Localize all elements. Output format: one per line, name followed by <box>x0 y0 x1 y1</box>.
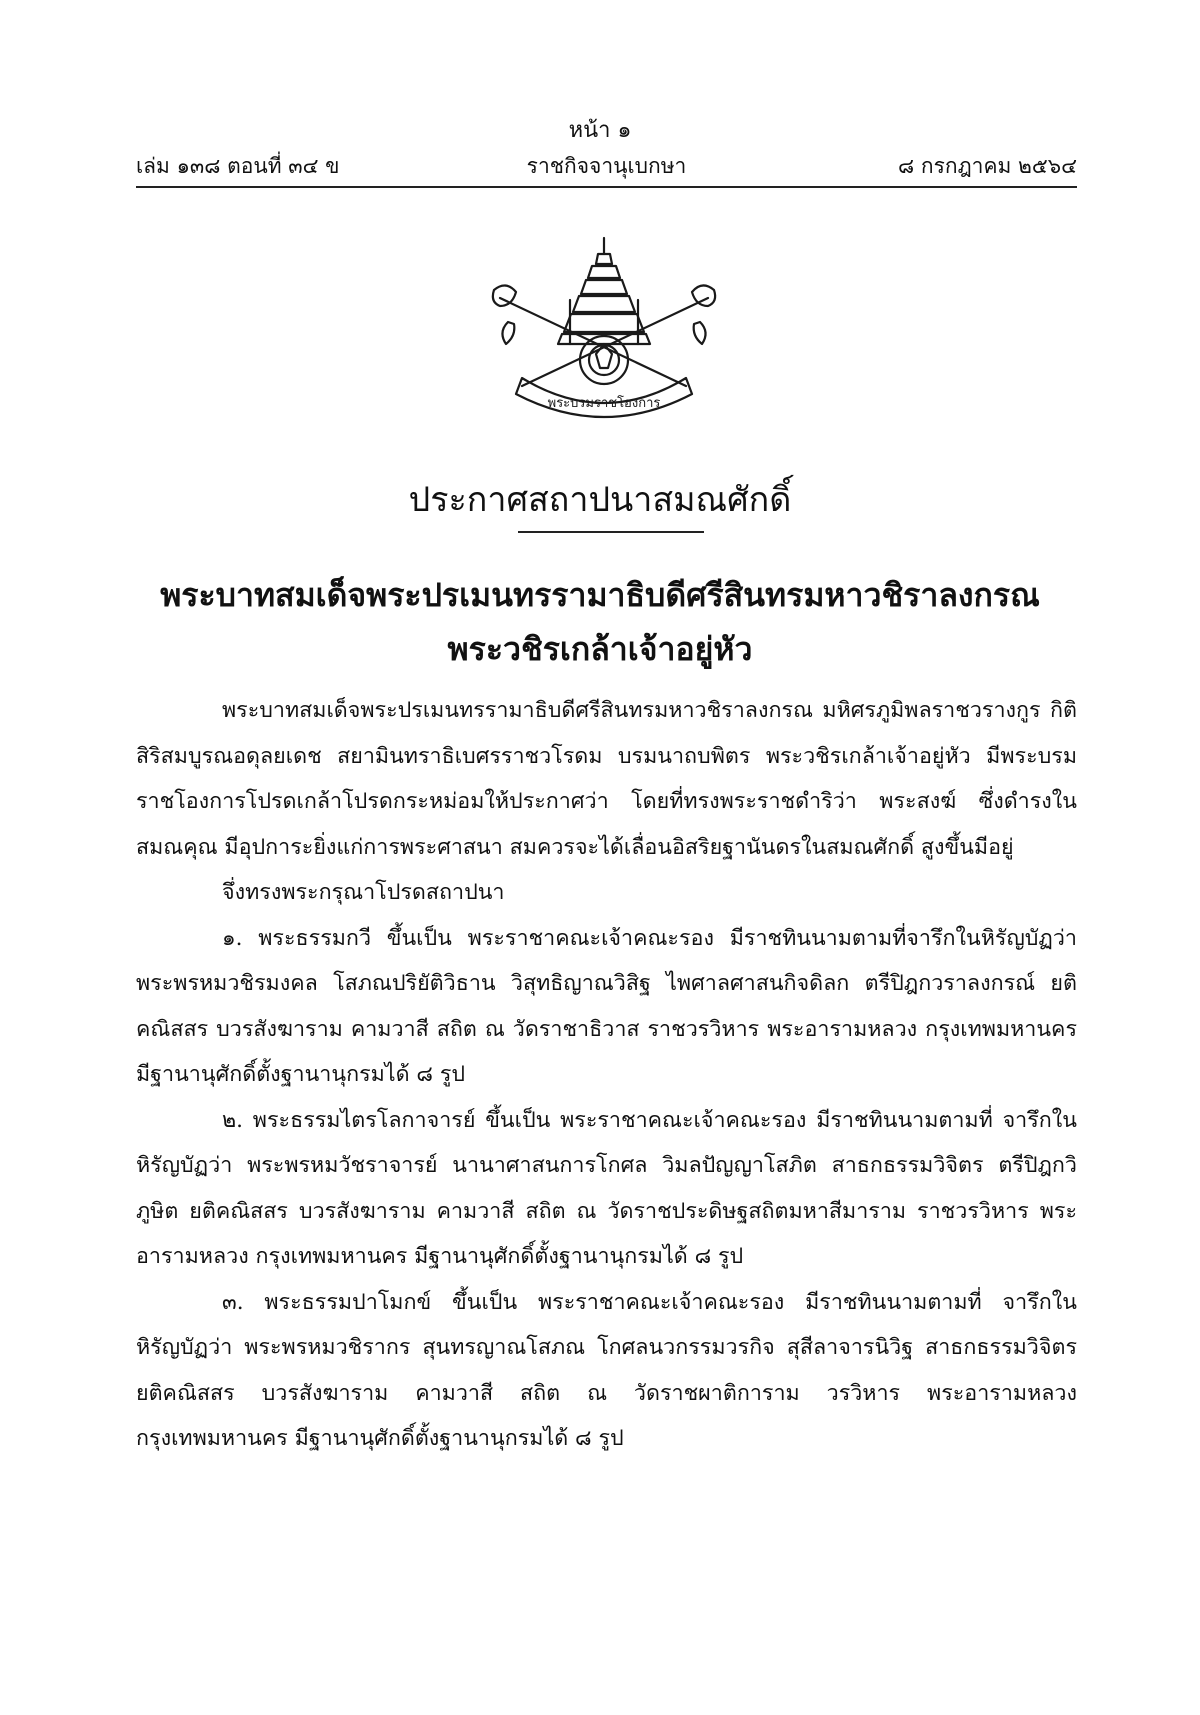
intro-paragraph: พระบาทสมเด็จพระปรเมนทรรามาธิบดีศรีสินทรมหาวชิราลงกรณ มหิศรภูมิพลราชวรางกูร กิติสิริสมบูรณอดุลยเดช สยามินทราธิเบศรราชวโรดม บรมนาถบพิตร พระวชิรเกล้าเจ้าอยู่หัว มีพระบรมราชโองการโปรดเกล้าโปรดกระหม่อมให้ประกาศว่า โดยที่ทรงพระราชดำริว่า พระสงฆ์ ซึ่งดำรงในสมณคุณ มีอุปการะยิ่งแก่การพระศาสนา สมควรจะได้เลื่อนอิสริยฐานันดรในสมณศักดิ์ สูงขึ้นมีอยู่ <box>136 698 1077 860</box>
king-name <box>100 568 1100 676</box>
header-divider <box>136 186 1077 188</box>
title-divider <box>518 531 704 533</box>
appointment-item-2: ๒. พระธรรมไตรโลกาจารย์ ขึ้นเป็น พระราชาคณะเจ้าคณะรอง มีราชทินนามตามที่ จารึกในหิรัญบัฏว่า พระพรหมวัชราจารย์ นานาศาสนการโกศล วิมลปัญญาโสภิต สาธกธรรมวิจิตร ตรีปิฎกวิภูษิต ยติคณิสสร บวรสังฆาราม คามวาสี สถิต ณ วัดราชประดิษฐสถิตมหาสีมาราม ราชวรวิหาร พระอารามหลวง กรุงเทพมหานคร มีฐานานุศักดิ์ตั้งฐานานุกรมได้ ๘ รูป <box>136 1107 1077 1269</box>
document-title: ประกาศสถาปนาสมณศักดิ์ <box>408 480 792 520</box>
king-name-line-2: พระวชิรเกล้าเจ้าอยู่หัว <box>447 630 753 668</box>
volume-issue: เล่ม ๑๓๘ ตอนที่ ๓๔ ข <box>136 154 340 178</box>
emblem-text: พระบรมราชโองการ <box>547 396 661 411</box>
publication-name: ราชกิจจานุเบกษา <box>526 154 687 178</box>
royal-emblem-icon <box>486 236 722 432</box>
gazette-header <box>136 150 1077 184</box>
decree-paragraph: จึ่งทรงพระกรุณาโปรดสถาปนา <box>222 880 505 905</box>
appointment-item-1: ๑. พระธรรมกวี ขึ้นเป็น พระราชาคณะเจ้าคณะรอง มีราชทินนามตามที่จารึกในหิรัญบัฏว่า พระพรหมวชิรมงคล โสภณปริยัติวิธาน วิสุทธิญาณวิสิฐ ไพศาลศาสนกิจดิลก ตรีปิฎกวราลงกรณ์ ยติคณิสสร บวรสังฆาราม คามวาสี สถิต ณ วัดราชาธิวาส ราชวรวิหาร พระอารามหลวง กรุงเทพมหานคร มีฐานานุศักดิ์ตั้งฐานานุกรมได้ ๘ รูป <box>136 925 1077 1087</box>
king-name-line-1: พระบาทสมเด็จพระปรเมนทรรามาธิบดีศรีสินทรมหาวชิราลงกรณ <box>160 576 1040 614</box>
publication-date: ๘ กรกฎาคม ๒๕๖๔ <box>897 154 1077 178</box>
page-number: หน้า ๑ <box>568 118 632 143</box>
decree-body <box>136 688 1077 1462</box>
appointment-item-3: ๓. พระธรรมปาโมกข์ ขึ้นเป็น พระราชาคณะเจ้าคณะรอง มีราชทินนามตามที่ จารึกในหิรัญบัฏว่า พระพรหมวชิรากร สุนทรญาณโสภณ โกศลนวกรรมวรกิจ สุสีลาจารนิวิฐ สาธกธรรมวิจิตร ยติคณิสสร บวรสังฆาราม คามวาสี สถิต ณ วัดราชผาติการาม วรวิหาร พระอารามหลวง กรุงเทพมหานคร มีฐานานุศักดิ์ตั้งฐานานุกรมได้ ๘ รูป <box>136 1289 1077 1451</box>
